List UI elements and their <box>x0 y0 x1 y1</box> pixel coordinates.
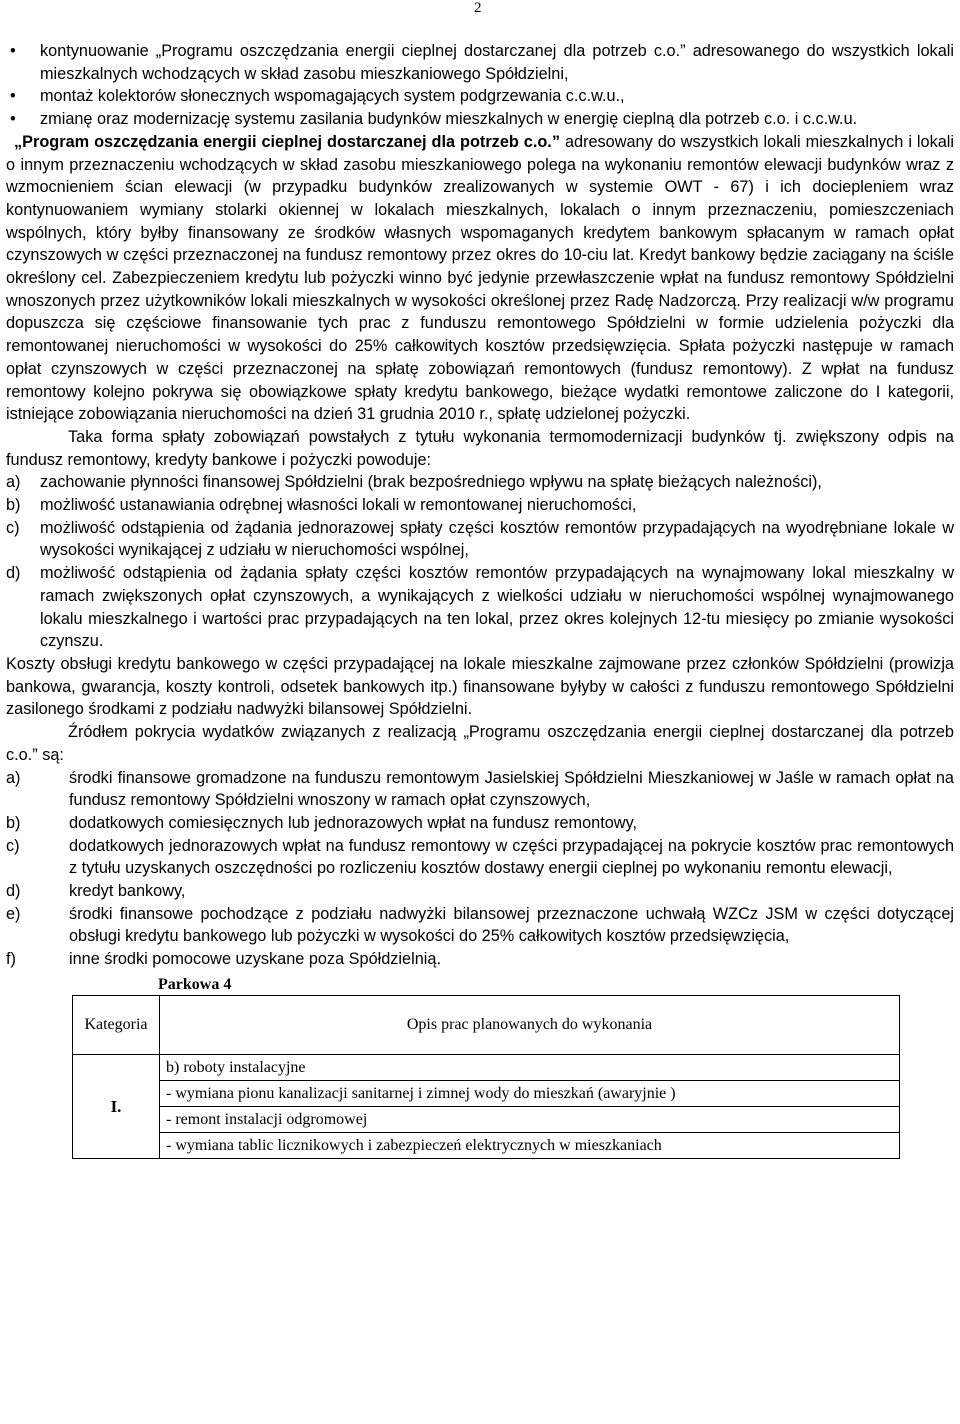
source-label: b) <box>6 813 21 832</box>
effect-text: możliwość odstąpienia od żądania jednorazowej spłaty części kosztów remontów przypadających na wyodrębniane lokale w wysokości wynikającej z udziału w nieruchomości wspólnej, <box>40 518 954 560</box>
table-title: Parkowa 4 <box>158 975 232 993</box>
source-text: środki finansowe pochodzące z podziału nadwyżki bilansowej przeznaczone uchwałą WZCz JSM w części dotyczącej obsługi kredytu bankowego lub pożyczki w wysokości do 25% całkowitych kosztów przedsięwzięcia, <box>69 904 954 946</box>
page-number: 2 <box>474 0 482 16</box>
bullet-text: kontynuowanie „Programu oszczędzania energii cieplnej dostarczanej dla potrzeb c.o.” adresowanego do wszystkich lokali mieszkalnych wchodzących w skład zasobu mieszkaniowego Spółdzielni, <box>40 42 954 83</box>
source-item <box>6 812 954 835</box>
work-item: - wymiana pionu kanalizacji sanitarnej i zimnej wody do mieszkań (awaryjnie ) <box>160 1080 900 1106</box>
bullet-text: zmianę oraz modernizację systemu zasilania budynków mieszkalnych w energię cieplną dla potrzeb c.o. i c.c.w.u. <box>40 110 858 129</box>
effect-item <box>6 517 954 562</box>
source-label: c) <box>6 836 20 855</box>
source-item <box>6 767 954 812</box>
bullet-icon: • <box>10 42 16 60</box>
table-row <box>73 1132 900 1158</box>
table-row <box>73 1106 900 1132</box>
table-header-row <box>73 995 900 1054</box>
source-label: d) <box>6 882 21 901</box>
work-item: - remont instalacji odgromowej <box>160 1106 900 1132</box>
header-description: Opis prac planowanych do wykonania <box>160 995 900 1054</box>
sources-intro: Źródłem pokrycia wydatków związanych z realizacją „Programu oszczędzania energii cieplnej dostarczanej dla potrzeb c.o.” są: <box>6 723 954 764</box>
bullet-icon: • <box>10 110 16 129</box>
source-item <box>6 948 954 971</box>
source-item <box>6 903 954 948</box>
effect-label: b) <box>6 496 21 515</box>
source-item <box>6 880 954 903</box>
table-row <box>73 1054 900 1080</box>
effect-label: d) <box>6 564 21 583</box>
bullet-icon: • <box>10 87 16 106</box>
effect-item <box>6 471 954 494</box>
repayment-intro: Taka forma spłaty zobowiązań powstałych z tytułu wykonania termomodernizacji budynków tj. zwiększony odpis na fundusz remontowy, kredyty bankowe i pożyczki powoduje: <box>6 427 954 469</box>
source-label: f) <box>6 950 16 969</box>
effect-item <box>6 562 954 653</box>
source-text: dodatkowych jednorazowych wpłat na fundusz remontowy w części przypadającej na pokrycie kosztów prac remontowych z tytułu uzyskanych oszczędności po rozliczeniu kosztów dostawy energii cieplnej po wykonaniu remontu elewacji, <box>69 836 954 878</box>
bullet-item <box>6 108 954 131</box>
source-text: inne środki pomocowe uzyskane poza Spółdzielnią. <box>69 950 441 969</box>
program-text: adresowany do wszystkich lokali mieszkalnych i lokali o innym przeznaczeniu wchodzących w skład zasobu mieszkaniowego polega na wykonaniu remontów elewacji budynków wraz z wzmocnieniem ścian elewacji (w przypadku budynków zrealizowanych w systemie OWT - 67) i ich dociepleniem wraz kontynuowaniem wymiany stolarki okiennej w lokalach mieszkalnych, lokalach o innym przeznaczeniu, pomieszczeniach wspólnych, który byłby finansowany ze środków własnych wspomaganych kredytem bankowym spłacanym w ramach opłat czynszowych w części przeznaczonej na fundusz remontowy przez okres do 10-ciu lat. Kredyt bankowy będzie zaciągany na ściśle określony cel. Zabezpieczeniem kredytu lub pożyczki winno być jedynie przewłaszczenie wpłat na fundusz remontowy Spółdzielni wnoszonych przez użytkowników lokali mieszkalnych w wysokości określonej przez Radę Nadzorczą. Przy realizacji w/w programu dopuszcza się częściowe finansowanie tych prac z funduszu remontowego Spółdzielni w formie udzielenia pożyczki dla remontowanej nieruchomości w wysokości do 25% całkowitych kosztów przedsięwzięcia. Spłata pożyczki następuje w ramach opłat czynszowych w części przeznaczonej na spłatę zobowiązań remontowych (fundusz remontowy). Z wpłat na fundusz remontowy kolejno pokrywa się obowiązkowe spłaty kredytu bankowego, bieżące wydatki remontowe zaliczone do I kategorii, istniejące zobowiązania nieruchomości na dzień 31 grudnia 2010 r., spłatę udzielonej pożyczki. <box>6 132 955 424</box>
program-paragraph <box>6 131 954 426</box>
costs-paragraph: Koszty obsługi kredytu bankowego w części przypadającej na lokale mieszkalne zajmowane przez członków Spółdzielni (prowizja bankowa, gwarancja, koszty kontroli, odsetek bankowych itp.) finansowane byłyby w całości z funduszu remontowego Spółdzielni zasilonego środkami z podziału nadwyżki bilansowej Spółdzielni. <box>6 654 954 719</box>
source-text: dodatkowych comiesięcznych lub jednorazowych wpłat na fundusz remontowy, <box>69 813 638 832</box>
source-label: a) <box>6 768 21 787</box>
effect-label: a) <box>6 473 21 492</box>
source-text: kredyt bankowy, <box>69 882 186 901</box>
work-plan-table <box>72 995 900 1159</box>
effect-text: możliwość odstąpienia od żądania spłaty części kosztów remontów przypadających na wynajmowany lokal mieszkalny w ramach zwiększonych opłat czynszowych, a wynikających z wielkości udziału w nieruchomości wspólnej wynajmowanego lokalu mieszkalnego i wartości prac przypadających na ten lokal, przez okres kolejnych 12-tu miesięcy po zmianie wysokości czynszu. <box>40 564 954 651</box>
effect-label: c) <box>6 518 20 537</box>
bullet-item <box>6 40 954 85</box>
source-text: środki finansowe gromadzone na funduszu remontowym Jasielskiej Spółdzielni Mieszkaniowej w Jaśle w ramach opłat na fundusz remontowy Spółdzielni wnoszony w ramach opłat czynszowych, <box>69 768 954 810</box>
source-label: e) <box>6 904 21 923</box>
effect-text: możliwość ustanawiania odrębnej własności lokali w remontowanej nieruchomości, <box>40 496 637 515</box>
bullet-text: montaż kolektorów słonecznych wspomagających system podgrzewania c.c.w.u., <box>40 87 625 106</box>
work-item: b) roboty instalacyjne <box>160 1054 900 1080</box>
bullet-item <box>6 85 954 108</box>
work-item: - wymiana tablic licznikowych i zabezpieczeń elektrycznych w mieszkaniach <box>160 1132 900 1158</box>
document-body <box>6 40 954 1159</box>
effect-text: zachowanie płynności finansowej Spółdzielni (brak bezpośredniego wpływu na spłatę bieżących należności), <box>40 473 822 492</box>
table-row <box>73 1080 900 1106</box>
effect-item <box>6 494 954 517</box>
source-item <box>6 835 954 880</box>
program-title: „Program oszczędzania energii cieplnej dostarczanej dla potrzeb c.o.” <box>14 132 560 151</box>
header-category: Kategoria <box>73 995 160 1054</box>
category-cell: I. <box>73 1054 160 1158</box>
